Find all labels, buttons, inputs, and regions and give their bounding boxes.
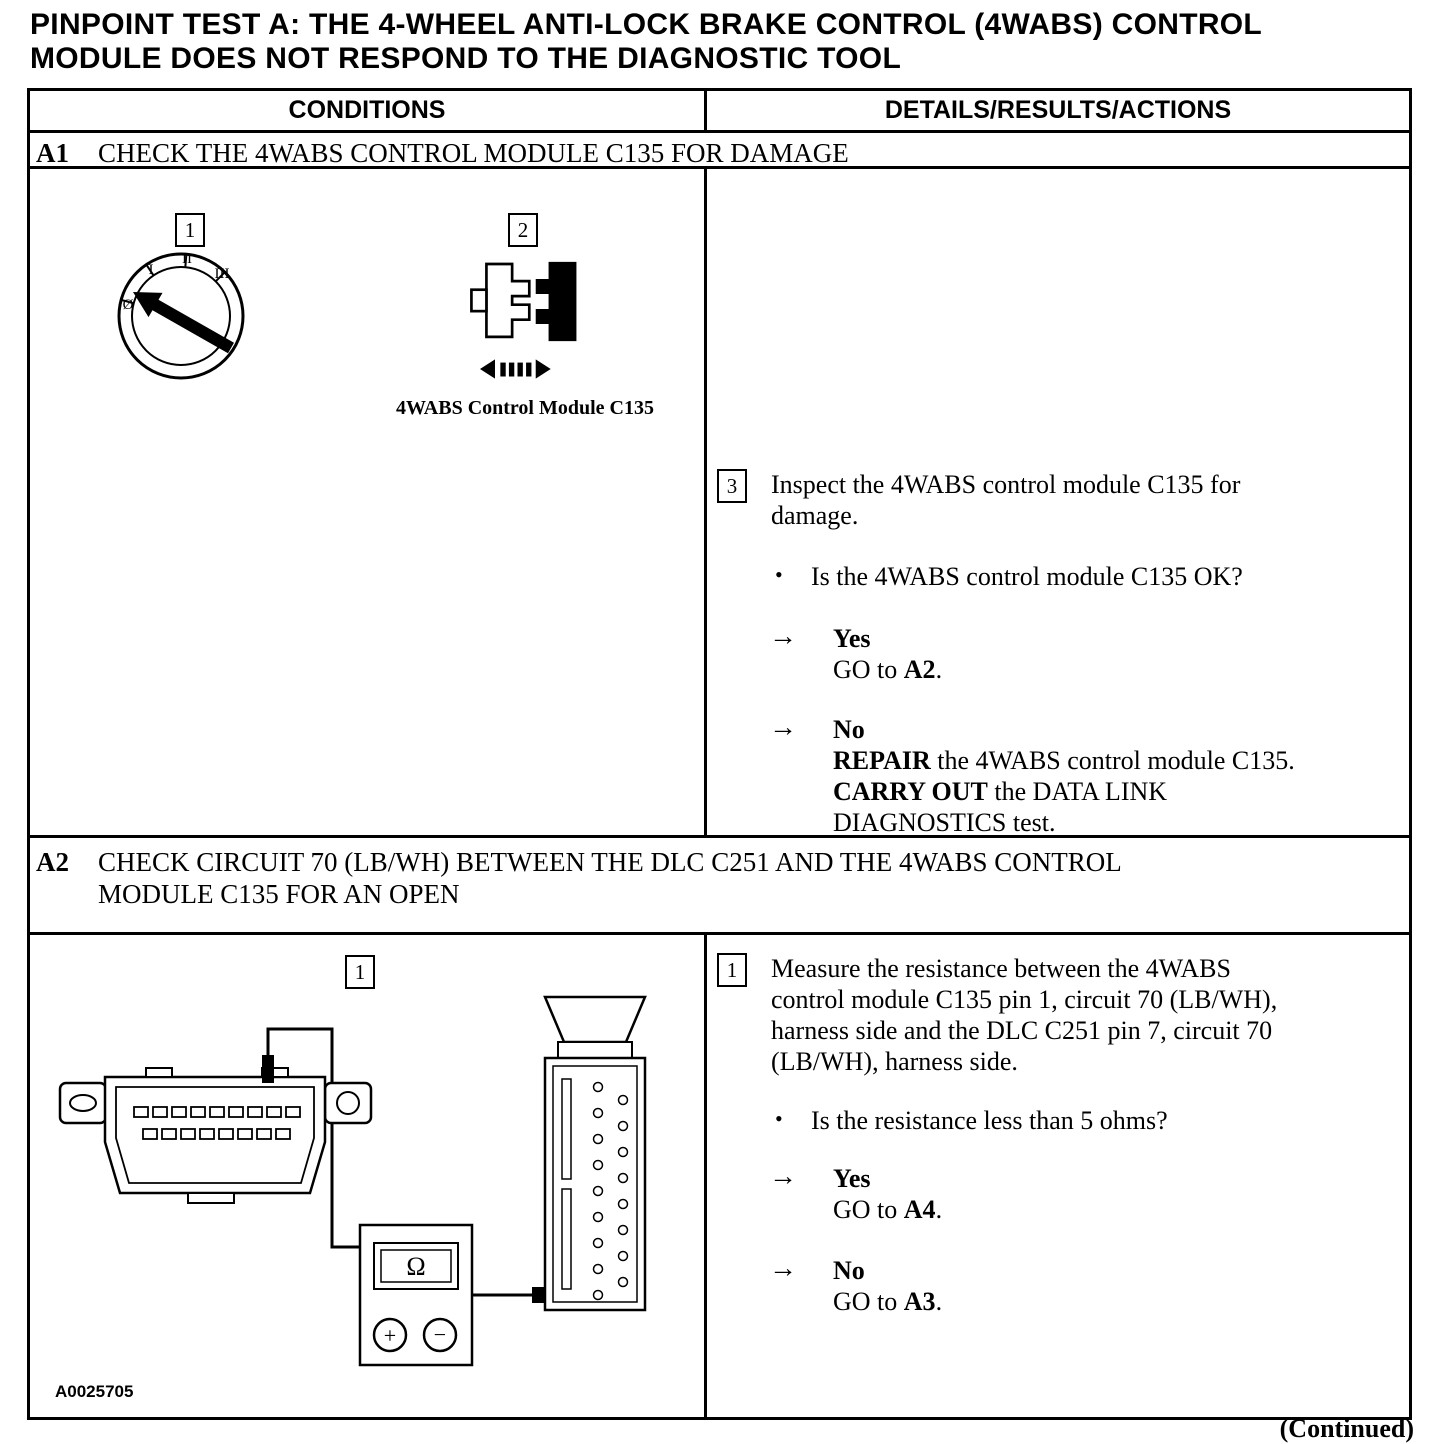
yes-action	[833, 654, 1387, 685]
yes-label: Yes	[833, 1164, 871, 1193]
callout-1-instruction	[717, 953, 747, 987]
step-a2-details-cell	[707, 935, 1409, 1417]
ignition-switch-figure	[81, 208, 281, 418]
connector-half-black	[536, 262, 577, 341]
module-connector-c135	[532, 997, 645, 1310]
resistance-measurement-figure	[38, 937, 698, 1407]
ignition-pos-acc: I	[148, 262, 154, 278]
question-text: Is the 4WABS control module C135 OK?	[811, 562, 1243, 591]
arrow-icon: →	[769, 712, 797, 743]
page-title-line2: MODULE DOES NOT RESPOND TO THE DIAGNOSTIC TOOL	[30, 42, 902, 75]
step-a2-title-line2: MODULE C135 FOR AN OPEN	[98, 879, 460, 909]
module-pin1-probe-point	[532, 1287, 546, 1303]
no-action-text: the 4WABS control module C135.	[930, 746, 1295, 775]
step-a2-title-line1: CHECK CIRCUIT 70 (LB/WH) BETWEEN THE DLC C251 AND THE 4WABS CONTROL	[98, 847, 1122, 877]
multimeter	[360, 1225, 472, 1365]
yes-branch	[707, 623, 1387, 685]
meter-minus-terminal: −	[433, 1322, 447, 1347]
no-action-verb: REPAIR	[833, 746, 931, 775]
step-a2-header	[30, 838, 1409, 935]
step-a1-conditions-cell	[30, 169, 707, 835]
no-label: No	[833, 715, 865, 744]
no-action-suffix: .	[935, 1287, 943, 1316]
arrow-icon: →	[769, 1161, 797, 1192]
step-a1-actions	[707, 169, 1409, 835]
no-action-line	[833, 776, 1387, 807]
ignition-pos-run: II	[182, 251, 192, 267]
step-a1-header	[30, 133, 1409, 169]
ohmmeter-symbol: Ω	[406, 1252, 426, 1281]
column-header-details: DETAILS/RESULTS/ACTIONS	[884, 96, 1232, 124]
step-a1-title	[98, 137, 849, 166]
disconnect-arrow-icon	[480, 359, 551, 378]
callout-1-number: 1	[726, 957, 738, 982]
step-a1-id: A1	[36, 138, 69, 168]
yes-action-prefix: GO to	[833, 655, 904, 684]
callout-1-figure-number: 1	[354, 959, 366, 984]
instruction-line: Measure the resistance between the 4WABS	[771, 954, 1231, 983]
page-title	[30, 8, 1262, 76]
ignition-key-arrow-icon	[133, 292, 234, 353]
arrow-icon: →	[769, 1253, 797, 1284]
ignition-pos-start: III	[214, 266, 230, 282]
question-row	[707, 561, 1387, 592]
no-branch	[707, 1255, 1387, 1317]
step-a1-details-cell	[707, 169, 1409, 835]
callout-2-connector	[508, 213, 538, 247]
instruction-block	[707, 469, 1387, 531]
instruction-line: Inspect the 4WABS control module C135 for	[771, 470, 1241, 499]
yes-action-prefix: GO to	[833, 1195, 904, 1224]
question-text: Is the resistance less than 5 ohms?	[811, 1106, 1168, 1135]
step-a1-body	[30, 169, 1409, 838]
instruction-line: damage.	[771, 501, 859, 530]
no-branch	[707, 714, 1387, 835]
instruction-line: (LB/WH), harness side.	[771, 1047, 1018, 1076]
callout-1-number: 1	[184, 217, 196, 242]
ignition-pos-off: Ø	[122, 297, 134, 313]
no-action-target: A3	[903, 1287, 936, 1316]
table-header-row	[30, 91, 1409, 133]
connector-disconnect-figure	[450, 249, 600, 399]
yes-label: Yes	[833, 624, 871, 653]
step-a1-title-line1: CHECK THE 4WABS CONTROL MODULE C135 FOR DAMAGE	[98, 138, 849, 168]
step-a2-title	[98, 846, 1122, 932]
figure-code: A0025705	[55, 1382, 134, 1401]
pinpoint-test-table	[27, 88, 1412, 1420]
page-title-line1: PINPOINT TEST A: THE 4-WHEEL ANTI-LOCK BRAKE CONTROL (4WABS) CONTROL	[30, 8, 1263, 41]
no-action-line	[833, 745, 1387, 776]
connector-half-white	[486, 264, 529, 337]
step-a2-id: A2	[36, 847, 69, 877]
step-a2-actions	[707, 935, 1409, 1317]
question-row	[707, 1105, 1387, 1136]
dlc-pin7-probe-point	[262, 1055, 274, 1083]
instruction-line: harness side and the DLC C251 pin 7, circuit 70	[771, 1016, 1273, 1045]
no-action-prefix: GO to	[833, 1287, 904, 1316]
column-header-conditions: CONDITIONS	[30, 91, 707, 130]
yes-action	[833, 1194, 1387, 1225]
yes-action-suffix: .	[935, 1195, 943, 1224]
no-action-text: DIAGNOSTICS test.	[833, 808, 1056, 835]
no-action-verb: CARRY OUT	[833, 777, 988, 806]
continued-note: (Continued)	[1279, 1414, 1414, 1443]
yes-branch	[707, 1163, 1387, 1225]
bullet-icon: •	[775, 1106, 783, 1131]
callout-3-number: 3	[726, 473, 738, 498]
arrow-icon: →	[769, 621, 797, 652]
yes-action-suffix: .	[935, 655, 943, 684]
yes-action-target: A4	[903, 1195, 936, 1224]
bullet-icon: •	[775, 562, 783, 587]
step-a2-body	[30, 935, 1409, 1417]
no-label: No	[833, 1256, 865, 1285]
dlc-connector-c251	[60, 1055, 371, 1203]
meter-plus-terminal: +	[383, 1323, 397, 1348]
no-action-line	[833, 807, 1387, 835]
yes-action-target: A2	[903, 655, 936, 684]
step-a2-conditions-cell	[30, 935, 707, 1417]
no-action-text: the DATA LINK	[987, 777, 1168, 806]
instruction-block	[707, 953, 1387, 1077]
no-action	[833, 1286, 1387, 1317]
instruction-line: control module C135 pin 1, circuit 70 (LB/WH),	[771, 985, 1278, 1014]
figure-caption: 4WABS Control Module C135	[396, 397, 654, 419]
callout-2-number: 2	[517, 217, 529, 242]
callout-3-instruction	[717, 469, 747, 503]
